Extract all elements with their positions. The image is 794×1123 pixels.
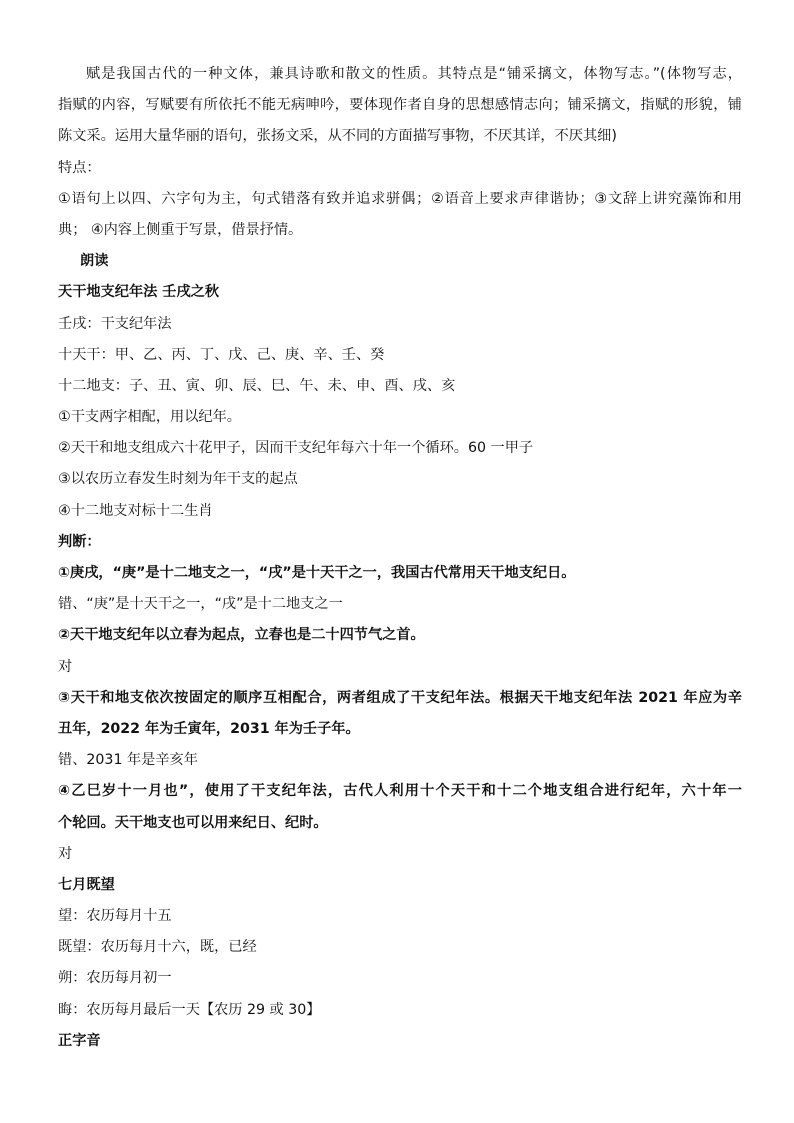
text-line-18: 错、“庚”是十天干之一，“戌”是十二地支之一 (58, 596, 343, 613)
text-line-9: 壬戌：干支纪年法 (58, 315, 172, 332)
text-line-32: 正字音 (58, 1032, 101, 1049)
text-line-12: ①干支两字相配，用以纪年。 (58, 409, 241, 426)
text-line-28: 望：农历每月十五 (58, 908, 172, 925)
text-line-15: ④十二地支对标十二生肖 (58, 502, 213, 519)
text-line-29: 既望：农历每月十六，既，已经 (58, 939, 257, 956)
text-line-17: ①庚戌，“庚”是十二地支之一，“戌”是十天干之一，我国古代常用天干地支纪日。 (58, 565, 576, 581)
text-line-19: ②天干地支纪年以立春为起点，立春也是二十四节气之首。 (58, 627, 425, 644)
text-line-14: ③以农历立春发生时刻为年干支的起点 (58, 471, 298, 488)
text-line-21: ③天干和地支依次按固定的顺序互相配合，两者组成了干支纪年法。根据天干地支纪年法 2021 年应为辛 (58, 689, 742, 706)
text-line-6: 典； ④内容上侧重于写景，借景抒情。 (58, 221, 303, 238)
text-line-31: 晦：农历每月最后一天【农历 29 或 30】 (58, 1001, 321, 1018)
text-line-24: ④乙巳岁十一月也”，使用了干支纪年法，古代人利用十个天干和十二个地支组合进行纪年，六十年一 (58, 783, 742, 800)
text-line-20: 对 (58, 658, 73, 675)
text-line-8: 天干地支纪年法 壬戌之秋 (58, 284, 220, 301)
text-line-13: ②天干和地支组成六十花甲子，因而干支纪年每六十年一个循环。60 一甲子 (58, 440, 534, 457)
text-line-7: 朗读 (80, 253, 109, 270)
text-line-4: 特点： (58, 159, 101, 176)
text-line-25: 个轮回。天干地支也可以用来纪日、纪时。 (58, 814, 328, 831)
text-line-10: 十天干：甲、乙、丙、丁、戊、己、庚、辛、壬、癸 (58, 346, 385, 363)
text-line-22: 丑年，2022 年为壬寅年，2031 年为壬子年。 (58, 720, 360, 737)
text-line-23: 错、2031 年是辛亥年 (58, 752, 198, 769)
text-line-1: 赋是我国古代的一种文体，兼具诗歌和散文的性质。其特点是“铺采摛文，体物写志。”(体物写志， (86, 66, 742, 82)
text-line-30: 朔：农历每月初一 (58, 970, 172, 987)
text-line-2: 指赋的内容，写赋要有所依托不能无病呻吟，要体现作者自身的思想感情志向；铺采摛文，指赋的形貌，铺 (58, 97, 742, 114)
text-line-11: 十二地支：子、丑、寅、卯、辰、巳、午、未、申、酉、戌、亥 (58, 377, 456, 394)
text-line-3: 陈文采。运用大量华丽的语句，张扬文采，从不同的方面描写事物，不厌其详，不厌其细) (58, 128, 617, 145)
text-line-5: ①语句上以四、六字句为主，句式错落有致并追求骈偶；②语音上要求声律谐协；③文辞上讲究藻饰和用 (58, 190, 742, 207)
text-line-26: 对 (58, 845, 73, 862)
text-line-16: 判断： (58, 533, 101, 550)
document-page (58, 59, 742, 1057)
text-line-27: 七月既望 (58, 876, 115, 893)
